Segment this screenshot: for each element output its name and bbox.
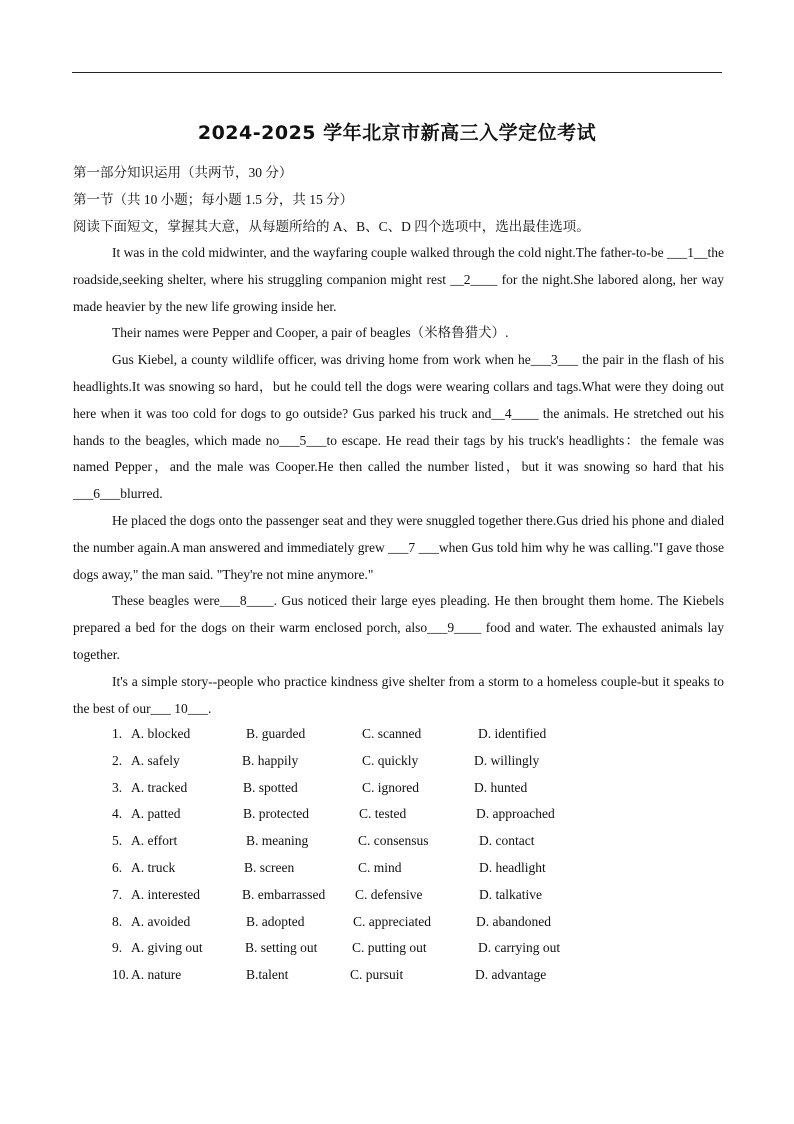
option-a: A. patted — [131, 806, 181, 822]
question-number: 6. — [112, 859, 123, 875]
passage-paragraph: Their names were Pepper and Cooper, a pair of beagles（米格鲁猎犬）. — [112, 325, 509, 341]
options-list — [112, 721, 712, 989]
option-a: A. giving out — [131, 940, 203, 956]
option-d: D. headlight — [479, 859, 546, 875]
question-row — [112, 748, 712, 775]
question-number: 3. — [112, 779, 123, 795]
option-c: C. mind — [358, 859, 402, 875]
option-d: D. hunted — [474, 779, 528, 795]
question-row — [112, 855, 712, 882]
instruction-text: 阅读下面短文，掌握其大意，从每题所给的 A、B、C、D 四个选项中，选出最佳选项。 — [73, 219, 590, 234]
option-c: C. pursuit — [350, 967, 404, 983]
option-b: B. happily — [242, 752, 299, 768]
question-row — [112, 828, 712, 855]
question-number: 1. — [112, 726, 123, 741]
option-a: A. nature — [131, 967, 182, 983]
option-d: D. talkative — [479, 886, 542, 902]
question-row — [112, 962, 712, 989]
option-c: C. quickly — [362, 752, 419, 768]
option-a: A. tracked — [131, 779, 188, 795]
option-d: D. approached — [476, 806, 555, 822]
question-row — [112, 721, 712, 748]
option-d: D. identified — [478, 726, 547, 741]
option-c: C. putting out — [352, 940, 427, 956]
option-b: B. meaning — [246, 833, 309, 849]
passage-paragraph: He placed the dogs onto the passenger seat and they were snuggled together there.Gus dried his phone and dialed the number again.A man answered and immediately grew ___7 ___when Gus told him why he was calling."I gave those dogs away," the man said. "They're not mine anymore." — [73, 512, 724, 582]
option-d: D. carrying out — [478, 940, 561, 956]
option-b: B. adopted — [246, 913, 305, 929]
option-c: C. appreciated — [353, 913, 431, 929]
question-number: 2. — [112, 752, 123, 768]
question-number: 4. — [112, 806, 123, 822]
question-row — [112, 909, 712, 936]
page-title: 2024-2025 学年北京市新高三入学定位考试 — [197, 122, 597, 144]
option-c: C. defensive — [355, 886, 423, 902]
option-b: B. embarrassed — [242, 886, 326, 902]
option-b: B. setting out — [245, 940, 318, 956]
passage-paragraph: Gus Kiebel, a county wildlife officer, was driving home from work when he___3___ the pair in the flash of his headlights.It was snowing so hard，but he could tell the dogs were wearing collars and tags.What were they doing out here when it was too cold for dogs to go outside? Gus parked his truck and__4____ the animals. He stretched out his hands to the beagles, which made no___5___to escape. He read their tags by his truck's headlights：the female was named Pepper，and the male was Cooper.He then called the number listed，but it was snowing so hard that his ___6___blurred. — [73, 352, 724, 502]
part-heading: 第一部分知识运用（共两节，30 分） — [73, 165, 293, 180]
option-b: B.talent — [246, 967, 289, 983]
option-d: D. advantage — [475, 967, 547, 983]
option-b: B. screen — [244, 859, 295, 875]
passage — [73, 240, 724, 722]
question-number: 8. — [112, 913, 123, 929]
passage-paragraph: It's a simple story--people who practice kindness give shelter from a storm to a homeless couple-but it speaks to the best of our___ 10___. — [73, 673, 724, 716]
header-rule — [72, 72, 722, 73]
question-row — [112, 935, 712, 962]
option-a: A. blocked — [131, 726, 191, 741]
option-a: A. effort — [131, 833, 178, 849]
question-row — [112, 801, 712, 828]
option-a: A. safely — [131, 752, 180, 768]
option-a: A. truck — [131, 859, 176, 875]
passage-paragraph: These beagles were___8____. Gus noticed their large eyes pleading. He then brought them home. The Kiebels prepared a bed for the dogs on their warm enclosed porch, also___9____ food and water. The exhausted animals lay together. — [73, 593, 724, 662]
option-a: A. interested — [131, 886, 200, 902]
question-row — [112, 775, 712, 802]
option-c: C. tested — [359, 806, 407, 822]
option-d: D. abandoned — [476, 913, 551, 929]
option-d: D. willingly — [474, 752, 540, 768]
option-b: B. spotted — [243, 779, 298, 795]
question-number: 7. — [112, 886, 123, 902]
option-b: B. protected — [243, 806, 309, 822]
option-a: A. avoided — [131, 913, 191, 929]
option-d: D. contact — [479, 833, 535, 849]
question-row — [112, 882, 712, 909]
section-heading: 第一节（共 10 小题；每小题 1.5 分，共 15 分） — [73, 192, 354, 207]
passage-paragraph: It was in the cold midwinter, and the wayfaring couple walked through the cold night.The father-to-be ___1__the roadside,seeking shelter, where his struggling companion might rest __2____ for the night.She labored along, her way made heavier by the new life growing inside her. — [73, 245, 724, 314]
question-number: 9. — [112, 940, 123, 956]
option-c: C. ignored — [362, 779, 419, 795]
option-c: C. scanned — [362, 726, 422, 741]
option-c: C. consensus — [358, 833, 429, 849]
question-number: 5. — [112, 833, 123, 849]
option-b: B. guarded — [246, 726, 306, 741]
question-number: 10. — [112, 967, 129, 983]
